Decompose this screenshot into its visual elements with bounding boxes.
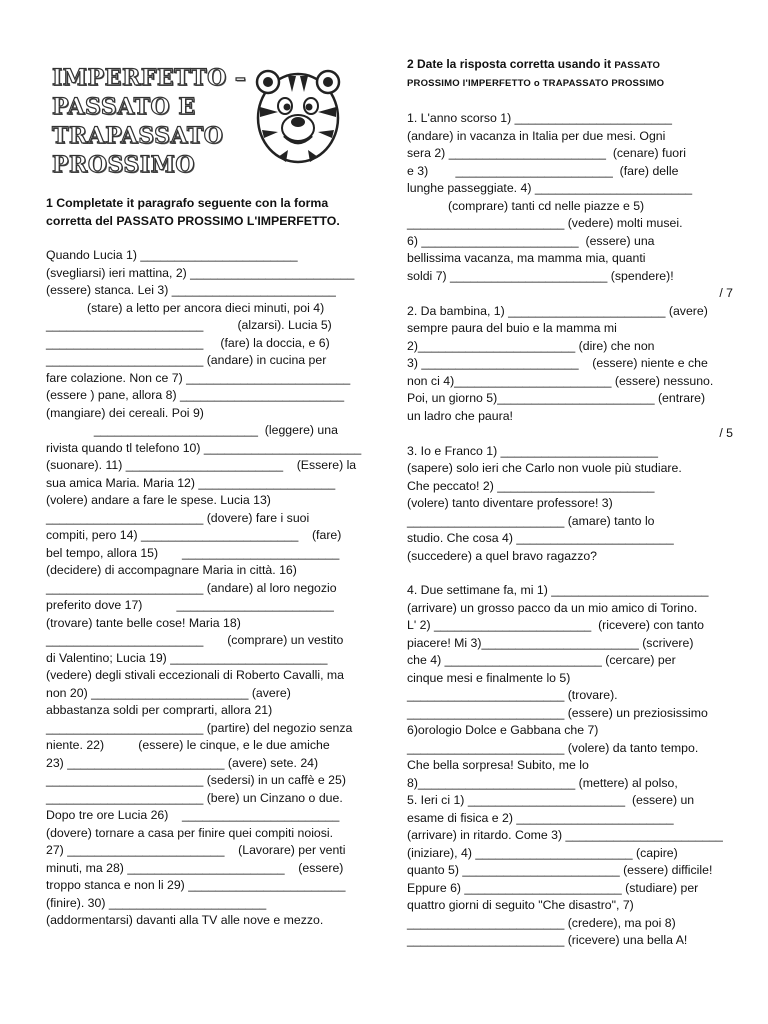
worksheet-title bbox=[52, 64, 252, 180]
text-line: niente. 22) (essere) le cinque, e le due amiche bbox=[46, 738, 330, 752]
text-line: _______________________ (amare) tanto lo bbox=[407, 513, 655, 528]
text-line: sempre paura del buio e la mamma mi bbox=[407, 321, 617, 335]
text-line: _______________________ (essere) un preziosissimo bbox=[407, 705, 708, 720]
text-line: _______________________ (vedere) molti musei. bbox=[407, 216, 683, 230]
text-line: 6) _______________________ (essere) una bbox=[407, 233, 655, 248]
exercise-2 bbox=[407, 56, 733, 950]
title-line: PROSSIMO bbox=[52, 152, 196, 178]
text-line: cinque mesi e finalmente lo 5) bbox=[407, 670, 571, 685]
text-line: (succedere) a quel bravo ragazzo? bbox=[407, 548, 598, 563]
text-line: (dovere) tornare a casa per finire quei compiti noiosi. bbox=[46, 825, 334, 840]
text-line: che 4) _______________________ (cercare) per bbox=[407, 653, 676, 667]
text-line: bel tempo, allora 15) _______________________ bbox=[46, 545, 340, 560]
heading-smallcaps: PASSATO bbox=[614, 60, 661, 71]
text-line: (volere) tanto diventare professore! 3) bbox=[407, 496, 613, 510]
exercise-1-instruction: 1 Completate it paragrafo seguente con la forma corretta del PASSATO PROSSIMO L'IMPERFETTO. bbox=[46, 196, 340, 228]
text-line: ________________________ (leggere) una bbox=[46, 423, 338, 437]
text-line: preferito dove 17) _______________________ bbox=[46, 598, 334, 612]
text-line: (svegliarsi) ieri mattina, 2) ________________________ bbox=[46, 265, 355, 280]
text-line: troppo stanca e non li 29) _______________________ bbox=[46, 878, 346, 892]
text-line: (stare) a letto per ancora dieci minuti, poi 4) bbox=[46, 300, 325, 315]
text-line: (comprare) tanti cd nelle piazze e 5) bbox=[407, 198, 645, 213]
text-line: 8)_______________________ (mettere) al polso, bbox=[407, 775, 678, 790]
text-line: _______________________ (bere) un Cinzano o due. bbox=[46, 790, 343, 805]
text-line: piacere! Mi 3)_______________________ (scrivere) bbox=[407, 635, 694, 650]
text-line: non 20) _______________________ (avere) bbox=[46, 685, 291, 700]
text-line: sua amica Maria. Maria 12) ____________________ bbox=[46, 475, 336, 490]
exercise-1-text bbox=[46, 247, 366, 930]
exercise-2-section bbox=[407, 303, 725, 426]
text-line: (mangiare) dei cereali. Poi 9) bbox=[46, 405, 204, 420]
heading-smallcaps: PROSSIMO l'IMPERFETTO o TRAPASSATO PROSSIMO bbox=[407, 78, 665, 89]
text-line: 6)orologio Dolce e Gabbana che 7) bbox=[407, 723, 599, 737]
text-line: (sapere) solo ieri che Carlo non vuole più studiare. bbox=[407, 461, 682, 475]
text-line: sera 2) _______________________ (cenare) fuori bbox=[407, 146, 686, 160]
exercise-1 bbox=[46, 194, 366, 930]
text-line: Poi, un giorno 5)_______________________ (entrare) bbox=[407, 391, 706, 405]
text-line: _______________________ (trovare). bbox=[407, 688, 618, 702]
text-line: un ladro che paura! bbox=[407, 408, 513, 423]
text-line: Che peccato! 2) _______________________ bbox=[407, 478, 655, 493]
exercise-2-section bbox=[407, 110, 725, 285]
title-line: PASSATO E bbox=[52, 94, 196, 120]
text-line: (finire). 30) _______________________ bbox=[46, 895, 267, 910]
text-line: 5. Ieri ci 1) _______________________ (essere) un bbox=[407, 793, 695, 807]
text-line: _______________________ (comprare) un vestito bbox=[46, 633, 344, 647]
text-line: rivista quando tl telefono 10) _______________________ bbox=[46, 440, 362, 455]
text-line: (essere ) pane, allora 8) ________________________ bbox=[46, 388, 345, 402]
text-line: (vedere) degli stivali eccezionali di Roberto Cavalli, ma bbox=[46, 668, 344, 682]
text-line: non ci 4)_______________________ (essere) nessuno. bbox=[407, 373, 714, 388]
text-line: _______________________ (andare) in cucina per bbox=[46, 353, 327, 367]
exercise-2-section bbox=[407, 443, 725, 566]
text-line: 27) _______________________ (Lavorare) per venti bbox=[46, 843, 346, 857]
text-line: _______________________ (sedersi) in un caffè e 25) bbox=[46, 773, 346, 787]
text-line: soldi 7) _______________________ (spendere)! bbox=[407, 268, 674, 283]
text-line: (andare) in vacanza in Italia per due mesi. Ogni bbox=[407, 128, 666, 143]
title-line: IMPERFETTO – bbox=[52, 65, 247, 91]
section-spacer bbox=[407, 565, 725, 582]
text-line: Quando Lucia 1) _______________________ bbox=[46, 248, 298, 262]
text-line: _______________________ (dovere) fare i suoi bbox=[46, 510, 310, 525]
text-line: (iniziare), 4) _______________________ (capire) bbox=[407, 845, 678, 860]
text-line: 4. Due settimane fa, mi 1) _______________________ bbox=[407, 583, 709, 597]
text-line: _______________________ (volere) da tanto tempo. bbox=[407, 740, 699, 755]
text-line: _______________________ (ricevere) una bella A! bbox=[407, 933, 688, 947]
text-line: Dopo tre ore Lucia 26) _______________________ bbox=[46, 808, 340, 822]
text-line: Che bella sorpresa! Subito, me lo bbox=[407, 758, 589, 772]
text-line: _______________________ (fare) la doccia, e 6) bbox=[46, 335, 330, 350]
text-line: (essere) stanca. Lei 3) ________________________ bbox=[46, 283, 336, 297]
text-line: 3. Io e Franco 1) _______________________ bbox=[407, 443, 658, 458]
text-line: di Valentino; Lucia 19) _______________________ bbox=[46, 650, 328, 665]
text-line: esame di fisica e 2) _______________________ bbox=[407, 810, 674, 825]
text-line: 1. L'anno scorso 1) _______________________ bbox=[407, 111, 672, 125]
text-line: 2. Da bambina, 1) _______________________ (avere) bbox=[407, 303, 708, 318]
text-line: 3) _______________________ (essere) niente e che bbox=[407, 356, 708, 370]
text-line: quanto 5) _______________________ (essere) difficile! bbox=[407, 863, 713, 877]
text-line: (trovare) tante belle cose! Maria 18) bbox=[46, 615, 241, 630]
text-line: (suonare). 11) _______________________ (Essere) la bbox=[46, 458, 357, 472]
title-line: TRAPASSATO bbox=[52, 123, 224, 149]
text-line: (arrivare) un grosso pacco da un mio amico di Torino. bbox=[407, 600, 698, 615]
text-line: (volere) andare a fare le spese. Lucia 13) bbox=[46, 493, 271, 507]
text-line: studio. Che cosa 4) _______________________ bbox=[407, 531, 674, 545]
text-line: compiti, pero 14) _______________________ (fare) bbox=[46, 528, 342, 542]
text-line: minuti, ma 28) _______________________ (essere) bbox=[46, 860, 344, 875]
text-line: (arrivare) in ritardo. Come 3) _______________________ bbox=[407, 828, 723, 842]
text-line: (addormentarsi) davanti alla TV alle nove e mezzo. bbox=[46, 913, 324, 927]
exercise-2-section bbox=[407, 582, 725, 950]
text-line: 2)_______________________ (dire) che non bbox=[407, 338, 655, 353]
text-line: (decidere) di accompagnare Maria in città. 16) bbox=[46, 563, 297, 577]
score-label: / 7 bbox=[719, 286, 733, 300]
text-line: quattro giorni di seguito "Che disastro", 7) bbox=[407, 898, 634, 912]
text-line: _______________________ (credere), ma poi 8) bbox=[407, 915, 676, 930]
tiger-icon bbox=[248, 62, 348, 177]
text-line: _______________________ (alzarsi). Lucia 5) bbox=[46, 318, 332, 332]
text-line: lunghe passeggiate. 4) _______________________ bbox=[407, 181, 693, 195]
text-line: _______________________ (partire) del negozio senza bbox=[46, 720, 353, 735]
text-line: fare colazione. Non ce 7) ________________________ bbox=[46, 370, 351, 385]
exercise-2-sections bbox=[407, 110, 733, 950]
text-line: e 3) _______________________ (fare) delle bbox=[407, 163, 679, 178]
text-line: abbastanza soldi per comprarti, allora 21) bbox=[46, 703, 273, 717]
text-line: 23) _______________________ (avere) sete. 24) bbox=[46, 755, 319, 770]
exercise-2-heading bbox=[407, 56, 725, 92]
text-line: bellissima vacanza, ma mamma mia, quanti bbox=[407, 251, 646, 265]
text-line: L' 2) _______________________ (ricevere) con tanto bbox=[407, 618, 705, 632]
text-line: _______________________ (andare) al loro negozio bbox=[46, 580, 337, 595]
heading-text: 2 Date la risposta corretta usando it bbox=[407, 57, 615, 71]
score-label: / 5 bbox=[719, 426, 733, 440]
text-line: Eppure 6) _______________________ (studiare) per bbox=[407, 880, 699, 895]
